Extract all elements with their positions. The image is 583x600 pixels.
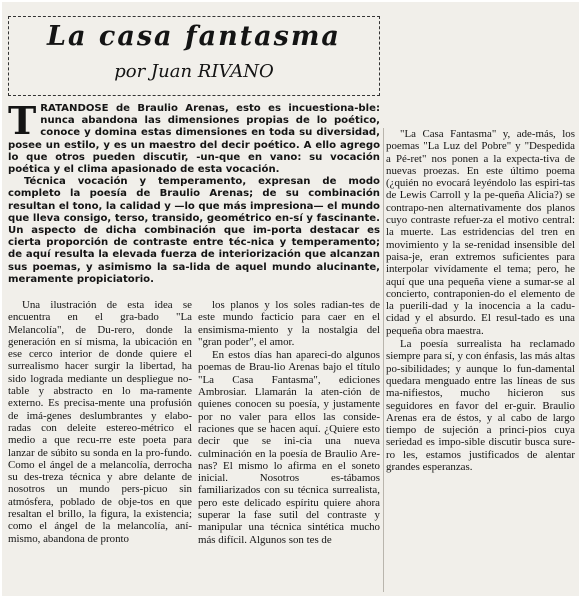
intro-paragraph-text: RATANDOSE de Braulio Arenas, esto es incuestiona-ble: nunca abandona las dimensiones propias de lo poético, conoce y domina estas dimensiones en toda su diversidad, posee un estilo, y es un maestro del decir poético. A ello agrego lo que otros pueden discutir, -un-que en vano: su vocación poética y el clima apasionado de esta vocación.	[8, 103, 380, 176]
drop-cap: T	[8, 103, 37, 143]
body-column-2	[198, 299, 380, 595]
body-paragraph: En estos días han apareci-do algunos poemas de Brau-lio Arenas bajo el título "La Casa Fantasma", ediciones Ambrosiar. Llamarán la aten-ción de quienes conocen su poesía, y justamente por no valer para ellos las conside-raciones que se hacen aquí. ¿Quiere esto decir que se ini-cia una nueva culminación en la poesía de Braulio Are-nas? El mismo lo afirma en el soneto inicial. Nosotros es-tábamos familiarizados con su técnica surrealista, pero este delicado espíritu quiere ahora superar la fase sutil del contraste y manipular una técnica sintética mucho más difícil. Algunos son tes de	[198, 349, 380, 546]
intro-paragraph	[8, 103, 380, 176]
article-byline: por Juan RIVANO	[114, 61, 274, 82]
body-column-1	[8, 299, 192, 595]
body-paragraph: Una ilustración de esta idea se encuentra en el gra-bado "La Melancolía", de Du-rero, donde la generación en sí misma, la ubicación en ese cerco interior de donde quiere el surrealismo hacer surgir la libertad, ha sido lograda mediante un despliegue no-table y abstracto en lo ma-ramente externo. Es precisa-mente una profusión de imá-genes deslumbrantes y elabo-radas con deleite estereo-métrico el medio a que recu-rre este poeta para lanzar de súbito su sonda en la pro-fundo. Como el ángel de a melancolía, derrocha su des-treza técnica y abre delante de nosotros un mundo pers-picuo sin atmósfera, poblado de obje-tos en que resaltan el brillo, la figura, la existencia; como el ángel de la melancolía, aní-mismo, abandona de pronto	[8, 299, 192, 545]
intro-section	[8, 103, 380, 295]
body-column-3	[386, 128, 575, 595]
headline-box	[8, 16, 380, 96]
column-divider	[383, 128, 384, 592]
article-title: La casa fantasma	[47, 21, 341, 52]
body-paragraph: los planos y los soles radian-tes de este mundo facticio para caer en el ensimisma-miento y la nostalgia del "gran poder", el amor.	[198, 299, 380, 348]
body-paragraph: "La Casa Fantasma" y, ade-más, los poemas "La Luz del Pobre" y "Despedida a Pé-ret" nos ponen a la expecta-tiva de nuevas proezas. En este último poema (¿quién no evocará leyéndolo las espiri-tas de Lewis Carroll y la pe-queña Alicia?) se contrapo-nen alternativamente dos planos cuyo contraste refuer-za el motivo central: la muerte. Las estridencias del tren en movimiento y la se-renidad insensible del paisa-je, eran extremos suficientes para interpolar vivídamente el tema; pero, he aquí que una pequeña viene a sumar-se al concierto, contraponien-do el elemento de la puerili-dad y la inocencia a la cadu-cidad y el absurdo. El resul-tado es una pequeña obra maestra.	[386, 128, 575, 337]
intro-paragraph: Técnica vocación y temperamento, expresan de modo completo la poesía de Braulio Arenas; de su combinación resultan el tono, la calidad y —lo que más impresiona— el mundo que lleva consigo, terso, transido, geométrico en-sí y fascinante. Un aspecto de dicha combinación que im-porta destacar es cierta proporción de contraste entre téc-nica y temperamento; de aquí resulta la elevada fuerza de interiorización que alcanzan sus poemas, y asimismo la sa-lida de aquel mundo alucinante, meramente propiciatorio.	[8, 176, 380, 285]
newspaper-clipping	[2, 2, 579, 596]
body-paragraph: La poesía surrealista ha reclamado siempre para sí, y con énfasis, las más altas po-sibilidades; y aunque lo fun-damental quedara menguado entre las líneas de sus ma-nifiestos, mucho hicieron sus seguidores en favor del er-guir. Braulio Arenas era de éstos, y al cabo de largo tiempo de sujeción a princi-pios cuya seriedad es impo-sible discutir busca sure-ro les, estamos justificados de alentar grandes esperanzas.	[386, 338, 575, 474]
